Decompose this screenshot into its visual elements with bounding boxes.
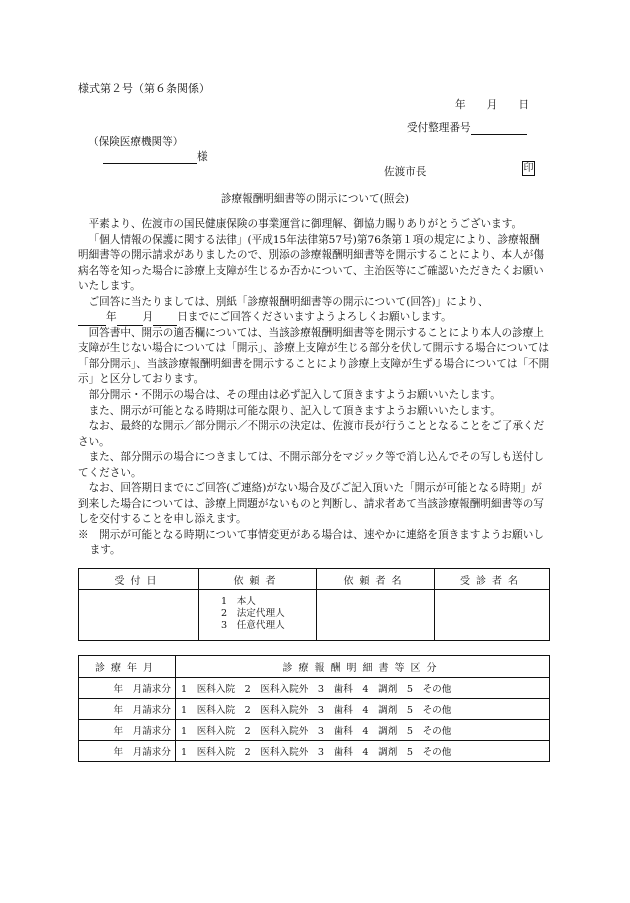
letter-body <box>78 217 550 559</box>
requester-option: 3 任意代理人 <box>221 620 285 631</box>
deadline-line <box>78 310 550 326</box>
deadline-month-label: 月 <box>142 311 154 324</box>
header-treatment-period: 診療年月 <box>79 656 176 678</box>
table-row <box>79 720 550 741</box>
paragraph: 回答書中、開示の適否欄については、当該診療報酬明細書等を開示することにより本人の診療上支障が生じない場合については「開示」、診療上支障が生じる部分を伏して開示する場合については「部分開示」、当該診療報酬明細書を開示することにより診療上支障が生ずる場合については「不開示」と区分しております。 <box>78 326 550 386</box>
header-patient-name: 受診者名 <box>435 569 550 590</box>
requester-options <box>199 590 316 632</box>
category-cell[interactable]: 1 医科入院 2 医科入院外 3 歯科 4 調剤 5 その他 <box>176 699 550 720</box>
date-line: 年 月 日 <box>455 99 530 111</box>
paragraph: ご回答に当たりましては、別紙「診療報酬明細書等の開示について(回答)」により、 <box>88 295 489 308</box>
deadline-day-label: 日 <box>177 311 188 324</box>
form-number: 様式第２号（第６条関係） <box>78 82 210 95</box>
period-cell[interactable]: 年 月請求分 <box>79 741 176 762</box>
recipient-name-blank[interactable] <box>103 152 197 164</box>
table-row <box>79 699 550 720</box>
requester-option: 1 本人 <box>221 596 256 607</box>
document-title: 診療報酬明細書等の開示について(照会) <box>220 193 410 205</box>
deadline-year-blank[interactable] <box>78 314 106 326</box>
claims-table <box>78 655 550 762</box>
paragraph: 部分開示・不開示の場合は、その理由は必ず記入して頂きますようお願いいたします。 <box>88 389 501 402</box>
deadline-month-blank[interactable] <box>117 314 143 326</box>
seal-stamp: 印 <box>523 163 534 174</box>
category-cell[interactable]: 1 医科入院 2 医科入院外 3 歯科 4 調剤 5 その他 <box>176 678 550 699</box>
table-row <box>79 741 550 762</box>
period-cell[interactable]: 年 月請求分 <box>79 699 176 720</box>
paragraph: なお、回答期日までにご回答(ご連絡)がない場合及びご記入頂いた「開示が可能となる時期」が到来した場合については、診療上問題がないものと判断し、請求者あて当該診療報酬明細書等の写しを交付することを申し添えます。 <box>78 482 544 526</box>
period-cell[interactable]: 年 月請求分 <box>79 720 176 741</box>
receipt-number-label: 受付整理番号 <box>407 122 471 134</box>
paragraph: 「個人情報の保護に関する法律」(平成15年法律第57号)第76条第１項の規定により、診療報酬明細書等の開示請求がありましたので、別添の診療報酬明細書等を開示することにより、本人が傷病名等を知った場合に診療上支障が生じるか否かについて、主治医等にご確認いただきたくお願いいたします。 <box>78 233 544 293</box>
deadline-day-blank[interactable] <box>153 314 177 326</box>
patient-name-cell[interactable] <box>435 590 550 641</box>
sender-name: 佐渡市長 <box>384 166 427 178</box>
category-cell[interactable]: 1 医科入院 2 医科入院外 3 歯科 4 調剤 5 その他 <box>176 741 550 762</box>
recipient-line <box>103 149 208 164</box>
period-cell[interactable]: 年 月請求分 <box>79 678 176 699</box>
requester-option: 2 法定代理人 <box>221 608 285 619</box>
paragraph: 平素より、佐渡市の国民健康保険の事業運営に御理解、御協力賜りありがとうございます。 <box>88 218 523 230</box>
header-statement-category: 診療報酬明細書等区分 <box>176 656 550 678</box>
table-row <box>79 678 550 699</box>
reception-date-cell[interactable] <box>79 590 199 641</box>
header-requester-name: 依頼者名 <box>317 569 435 590</box>
paragraph: また、開示が可能となる時期は可能な限り、記入して頂きますようお願いいたします。 <box>88 404 501 417</box>
paragraph: また、部分開示の場合につきましては、不開示部分をマジック等で消し込んでその写しも送付してください。 <box>78 451 544 479</box>
header-requester: 依頼者 <box>199 569 317 590</box>
requester-name-cell[interactable] <box>317 590 435 641</box>
recipient-suffix: 様 <box>197 151 208 163</box>
requester-cell[interactable] <box>199 590 317 641</box>
note-paragraph: ※ 開示が可能となる時期について事情変更がある場合は、速やかに連絡を頂きますようお願いします。 <box>78 528 544 557</box>
recipient-org: （保険医療機関等） <box>88 136 184 148</box>
receipt-number-field <box>407 120 527 135</box>
category-cell[interactable]: 1 医科入院 2 医科入院外 3 歯科 4 調剤 5 その他 <box>176 720 550 741</box>
header-reception-date: 受付日 <box>79 569 199 590</box>
paragraph: なお、最終的な開示／部分開示／不開示の決定は、佐渡市長が行うこととなることをご了承ください。 <box>78 420 545 448</box>
receipt-number-blank[interactable] <box>471 123 527 135</box>
deadline-text: までにご回答くださいますようよろしくお願いします。 <box>187 311 452 324</box>
request-table <box>78 568 550 641</box>
deadline-year-label: 年 <box>106 311 117 324</box>
